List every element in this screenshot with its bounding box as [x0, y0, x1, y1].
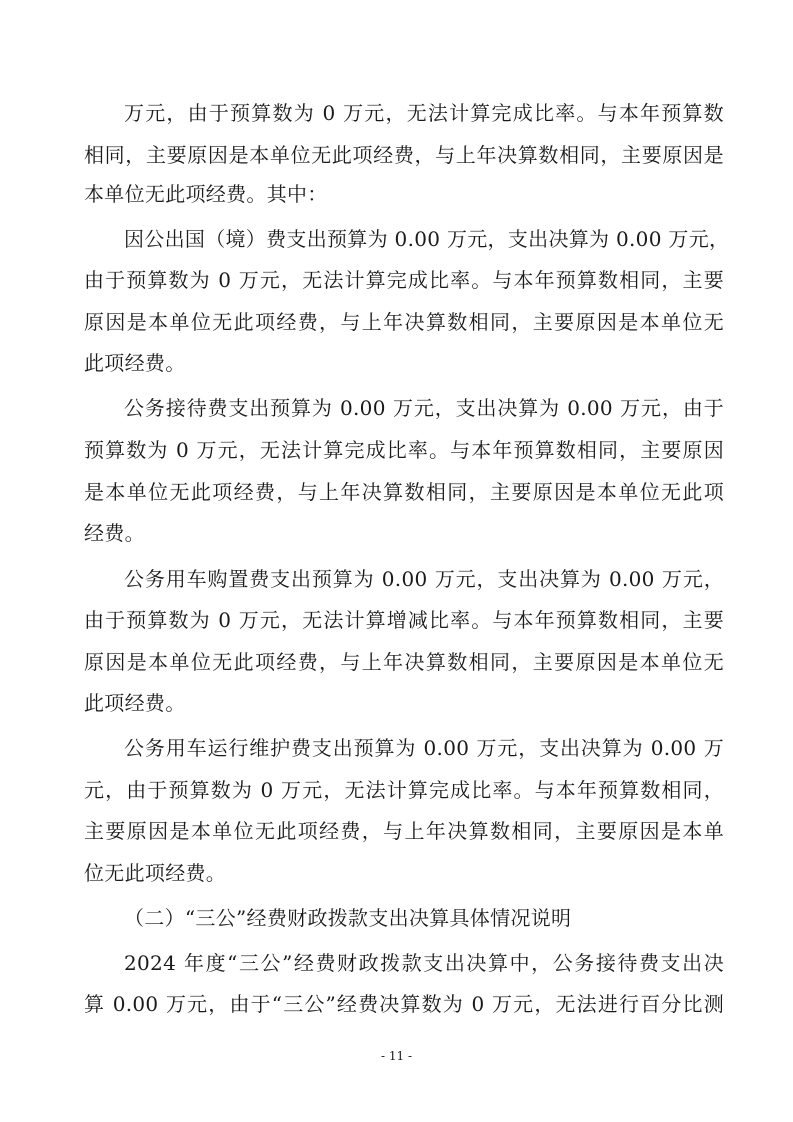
text-line: 算 0.00 万元，由于“三公”经费决算数为 0 万元，无法进行百分比测 — [84, 992, 724, 1016]
text-line: 相同，主要原因是本单位无此项经费，与上年决算数相同，主要原因是 — [84, 143, 724, 167]
text-line: 因公出国（境）费支出预算为 0.00 万元，支出决算为 0.00 万元， — [124, 227, 730, 251]
text-line: 万元，由于预算数为 0 万元，无法计算完成比率。与本年预算数 — [124, 101, 724, 125]
text-line: 公务接待费支出预算为 0.00 万元，支出决算为 0.00 万元，由于 — [124, 396, 724, 420]
text-line: 主要原因是本单位无此项经费，与上年决算数相同，主要原因是本单 — [84, 819, 724, 843]
text-line: 原因是本单位无此项经费，与上年决算数相同，主要原因是本单位无 — [84, 650, 724, 674]
text-line: 经费。 — [84, 521, 145, 545]
text-line: 由于预算数为 0 万元，无法计算完成比率。与本年预算数相同，主要 — [84, 268, 724, 292]
text-line: 原因是本单位无此项经费，与上年决算数相同，主要原因是本单位无 — [84, 310, 724, 334]
text-line: （二）“三公”经费财政拨款支出决算具体情况说明 — [124, 906, 572, 930]
text-line: 本单位无此项经费。其中： — [84, 182, 328, 206]
text-line: 是本单位无此项经费，与上年决算数相同，主要原因是本单位无此项 — [84, 480, 724, 504]
text-line: 2024 年度“三公”经费财政拨款支出决算中，公务接待费支出决 — [124, 951, 724, 975]
text-line: 位无此项经费。 — [84, 861, 227, 885]
text-line: 预算数为 0 万元，无法计算完成比率。与本年预算数相同，主要原因 — [84, 438, 724, 462]
text-line: 元，由于预算数为 0 万元，无法计算完成比率。与本年预算数相同， — [84, 778, 724, 802]
text-line: 公务用车运行维护费支出预算为 0.00 万元，支出决算为 0.00 万 — [124, 736, 724, 760]
text-line: 此项经费。 — [84, 691, 186, 715]
text-line: 由于预算数为 0 万元，无法计算增减比率。与本年预算数相同，主要 — [84, 608, 724, 632]
page-number: - 11 - — [380, 1049, 412, 1063]
text-line: 公务用车购置费支出预算为 0.00 万元，支出决算为 0.00 万元， — [124, 567, 724, 591]
text-line: 此项经费。 — [84, 351, 186, 375]
